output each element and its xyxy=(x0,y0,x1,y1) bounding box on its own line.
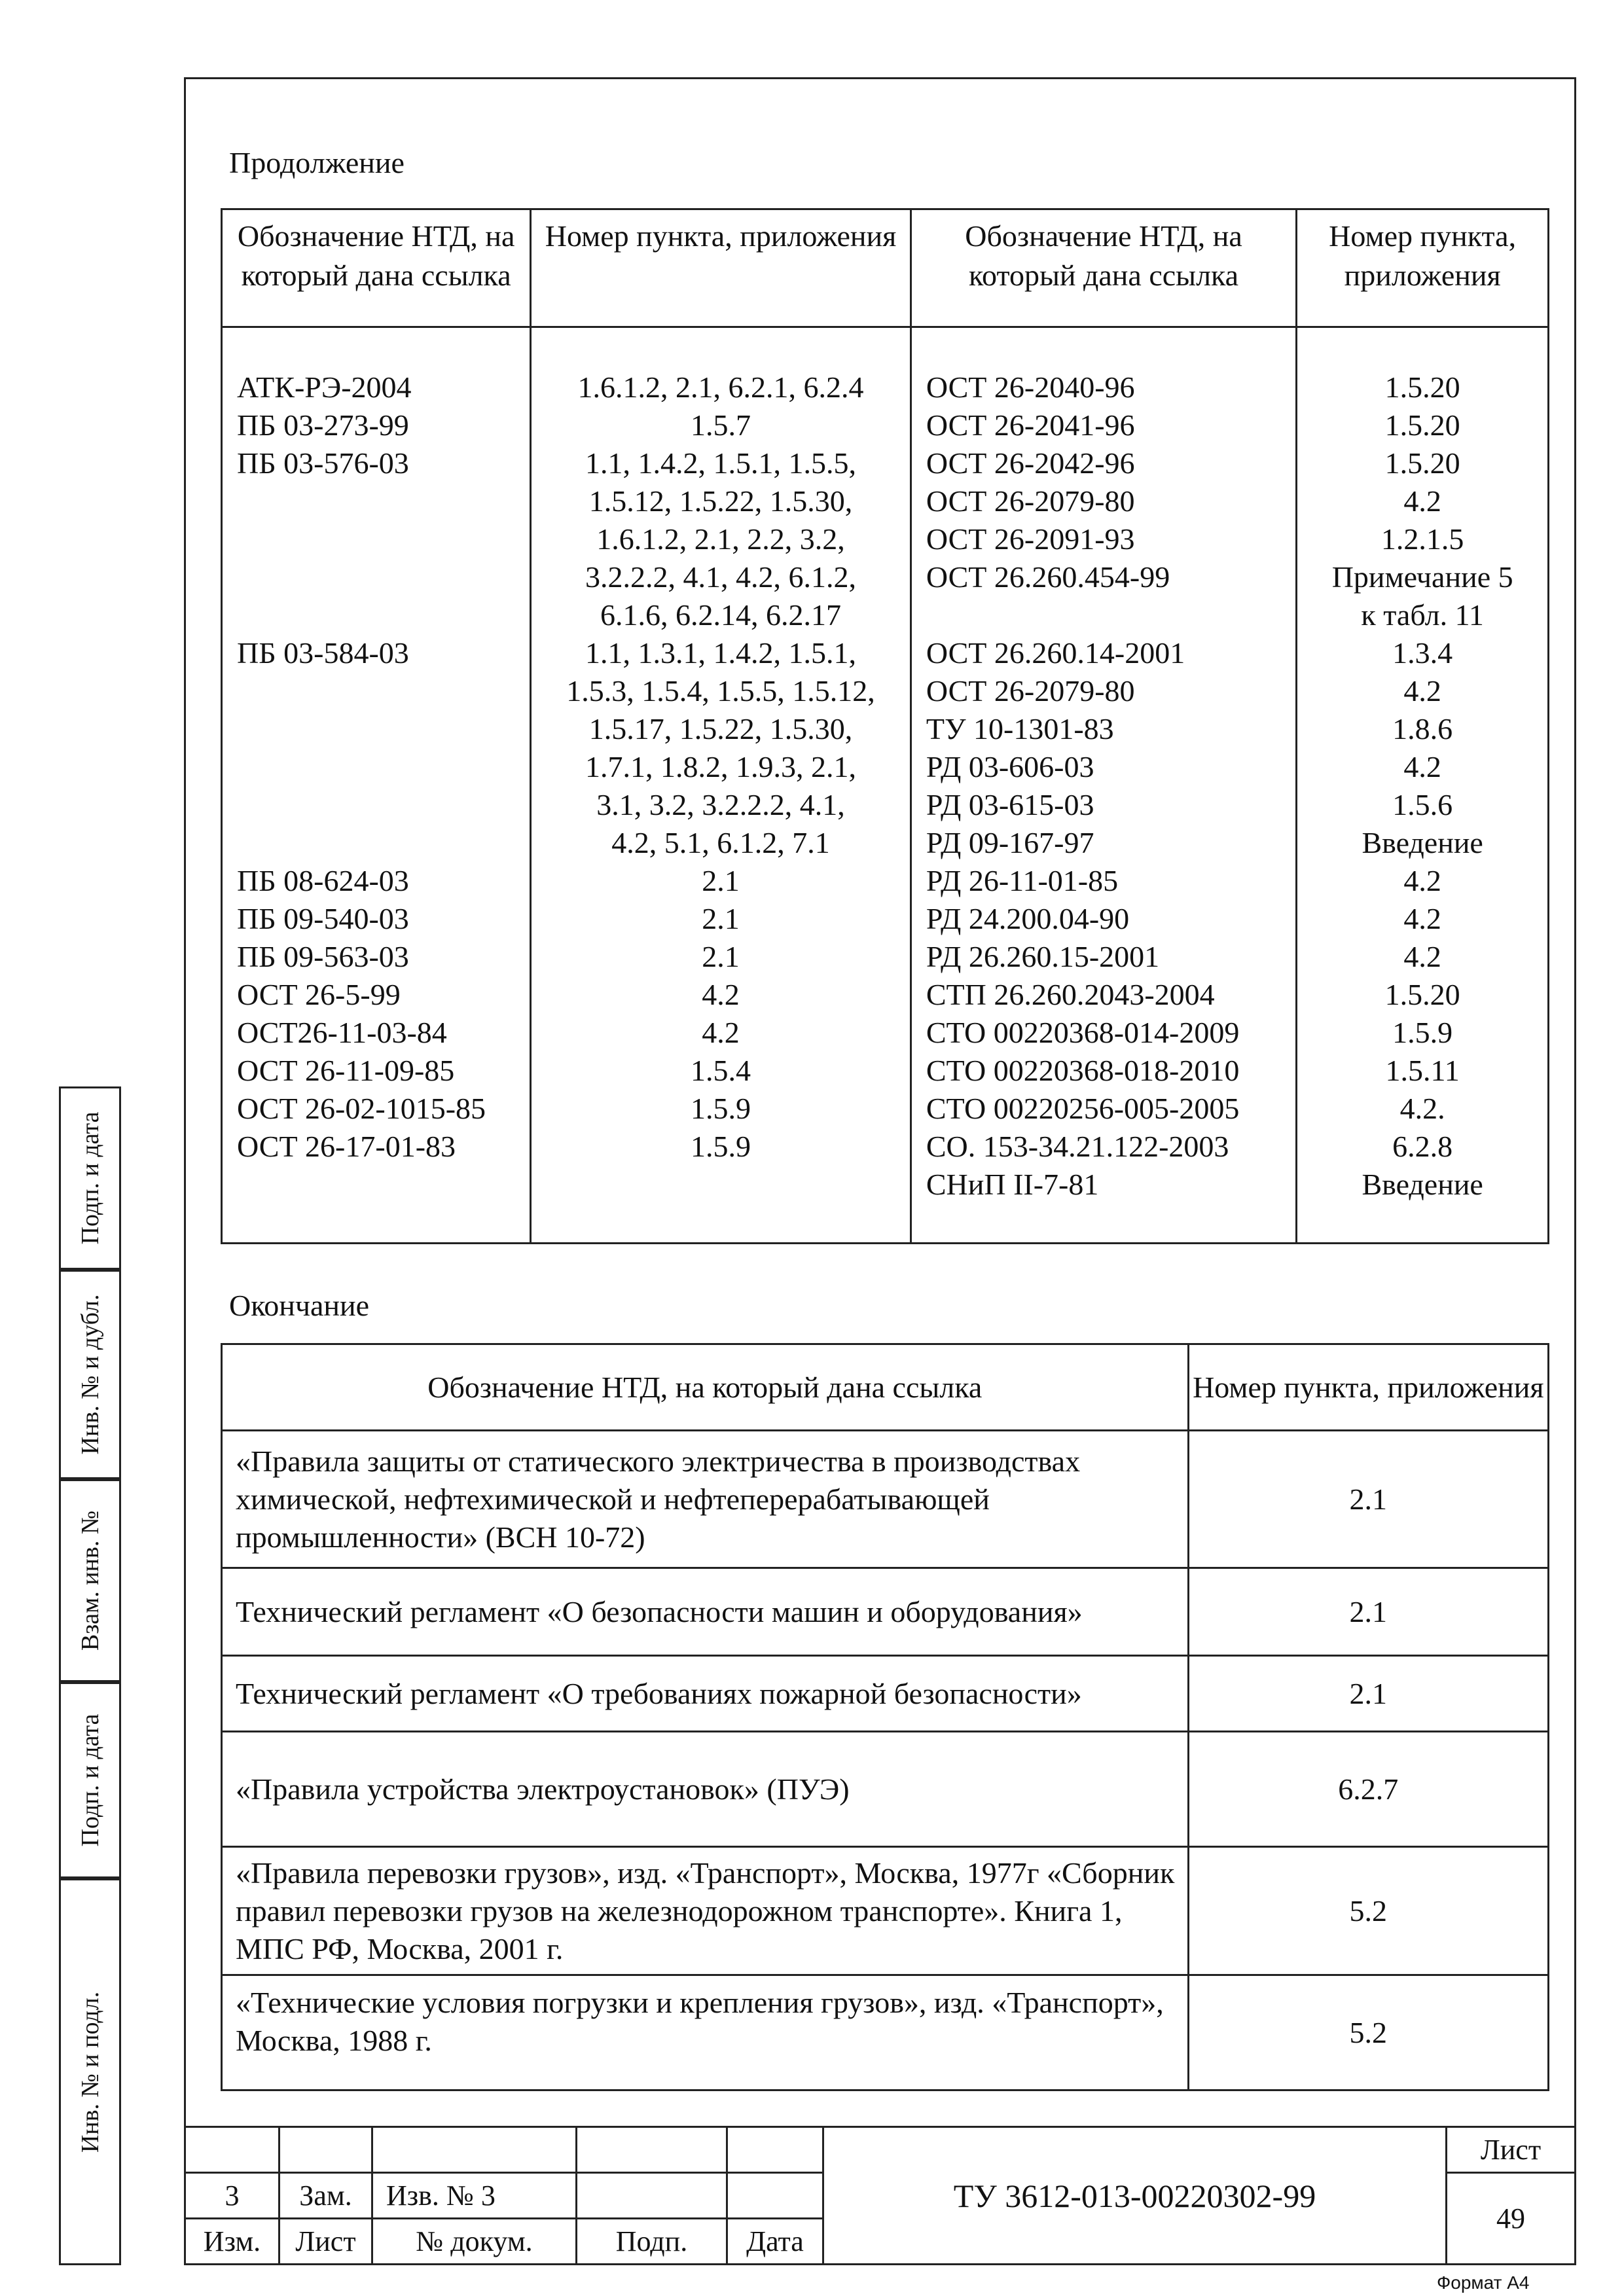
right-num-line: 1.5.20 xyxy=(1384,408,1460,442)
right-doc-line: СТП 26.260.2043-2004 xyxy=(926,978,1215,1011)
right-num-line: 1.2.1.5 xyxy=(1380,522,1464,556)
left-doc-line: ОСТ 26-17-01-83 xyxy=(237,1130,456,1163)
left-doc-line xyxy=(237,596,530,634)
reference-table-continued xyxy=(221,208,1549,1244)
side-box-vzam-inv xyxy=(59,1479,121,1682)
left-doc-line: ПБ 03-584-03 xyxy=(237,636,409,670)
side-box-inv-dub xyxy=(59,1270,121,1479)
doc-cell: Технический регламент «О безопасности машин и оборудования» xyxy=(222,1568,1189,1656)
side-box-sign-date-1 xyxy=(59,1086,121,1270)
right-num-line: 1.5.9 xyxy=(1392,1016,1453,1049)
side-label: Подп. и дата xyxy=(76,1713,104,1847)
left-doc-line: ПБ 03-273-99 xyxy=(237,408,409,442)
right-doc-line: ОСТ 26-2041-96 xyxy=(926,408,1135,442)
ending-heading: Окончание xyxy=(229,1289,370,1322)
stamp-cell-empty xyxy=(726,2172,824,2219)
table-row xyxy=(222,1847,1549,1975)
right-doc-line: ОСТ 26-2042-96 xyxy=(926,446,1135,480)
left-num-line: 1.5.9 xyxy=(691,1092,751,1125)
right-doc-line: ТУ 10-1301-83 xyxy=(926,712,1114,745)
right-num-line: 4.2 xyxy=(1403,902,1441,935)
right-doc-line: СТО 00220368-018-2010 xyxy=(926,1054,1240,1087)
right-num-line: 4.2 xyxy=(1403,940,1441,973)
left-doc-line xyxy=(237,558,530,596)
side-label: Подп. и дата xyxy=(76,1111,104,1245)
stamp-col-izm: Изм. xyxy=(184,2217,280,2265)
header-cell: Обозначение НТД, на который дана ссылка xyxy=(911,209,1296,327)
right-doc-line: ОСТ 26-2079-80 xyxy=(926,674,1135,708)
stamp-col-date: Дата xyxy=(726,2217,824,2265)
right-doc-line: РД 09-167-97 xyxy=(926,826,1094,859)
header-doc-cell: Обозначение НТД, на который дана ссылка xyxy=(222,1344,1189,1431)
reference-table-ending xyxy=(221,1343,1549,2091)
stamp-change-doc: Изв. № 3 xyxy=(371,2172,577,2219)
left-num-line: 2.1 xyxy=(702,902,740,935)
left-num-line: 4.2, 5.1, 6.1.2, 7.1 xyxy=(611,826,830,859)
doc-cell: «Правила устройства электроустановок» (ПУЭ) xyxy=(222,1732,1189,1847)
left-doc-line: ПБ 09-540-03 xyxy=(237,902,409,935)
num-cell: 5.2 xyxy=(1188,1975,1548,2090)
right-doc-line: ОСТ 26.260.454-99 xyxy=(926,560,1170,594)
header-cell: Обозначение НТД, на который дана ссылка xyxy=(222,209,531,327)
right-doc-line: РД 03-606-03 xyxy=(926,750,1094,783)
table-row xyxy=(222,1975,1549,2090)
stamp-cell-empty xyxy=(575,2126,728,2174)
left-num-line: 1.6.1.2, 2.1, 2.2, 3.2, xyxy=(596,522,845,556)
right-num-line: 1.5.20 xyxy=(1384,978,1460,1011)
right-num-line: 4.2. xyxy=(1399,1092,1445,1125)
table-row xyxy=(222,1732,1549,1847)
right-doc-line: РД 24.200.04-90 xyxy=(926,902,1130,935)
sheet-number: 49 xyxy=(1445,2172,1576,2265)
left-num-line: 4.2 xyxy=(702,1016,740,1049)
right-doc-line: ОСТ 26-2040-96 xyxy=(926,370,1135,404)
left-doc-line xyxy=(237,786,530,824)
left-doc-line xyxy=(237,710,530,748)
right-doc-line: СТО 00220368-014-2009 xyxy=(926,1016,1240,1049)
left-doc-line: АТК-РЭ-2004 xyxy=(237,370,412,404)
header-cell: Номер пункта, приложения xyxy=(531,209,911,327)
left-num-line: 6.1.6, 6.2.14, 6.2.17 xyxy=(600,598,842,632)
left-doc-line: ОСТ 26-5-99 xyxy=(237,978,401,1011)
left-doc-line: ПБ 08-624-03 xyxy=(237,864,409,897)
num-cell: 5.2 xyxy=(1188,1847,1548,1975)
left-doc-line: ПБ 03-576-03 xyxy=(237,446,409,480)
left-doc-line: ОСТ 26-02-1015-85 xyxy=(237,1092,486,1125)
left-num-line: 4.2 xyxy=(702,978,740,1011)
table-row xyxy=(222,1431,1549,1568)
side-box-sign-date-2 xyxy=(59,1682,121,1878)
left-doc-line xyxy=(237,824,530,862)
left-num-line: 3.2.2.2, 4.1, 4.2, 6.1.2, xyxy=(585,560,857,594)
side-label: Инв. № и дубл. xyxy=(76,1294,104,1455)
left-num-line: 1.5.9 xyxy=(691,1130,751,1163)
left-num-column xyxy=(531,327,911,1244)
left-doc-line: ОСТ26-11-03-84 xyxy=(237,1016,447,1049)
right-num-line: 1.5.20 xyxy=(1384,446,1460,480)
stamp-col-doc: № докум. xyxy=(371,2217,577,2265)
right-doc-line: РД 03-615-03 xyxy=(926,788,1094,821)
left-num-line: 2.1 xyxy=(702,864,740,897)
right-num-line: 1.5.20 xyxy=(1384,370,1460,404)
right-num-column xyxy=(1297,327,1549,1244)
right-num-line: 4.2 xyxy=(1403,750,1441,783)
continuation-heading: Продолжение xyxy=(229,146,405,179)
left-num-line: 2.1 xyxy=(702,940,740,973)
left-num-line: 1.5.3, 1.5.4, 1.5.5, 1.5.12, xyxy=(566,674,875,708)
right-num-line: 4.2 xyxy=(1403,484,1441,518)
left-doc-column xyxy=(222,327,531,1244)
table-row xyxy=(222,1656,1549,1732)
right-num-line: 1.8.6 xyxy=(1392,712,1453,745)
left-doc-line xyxy=(237,482,530,520)
side-label: Инв. № и подл. xyxy=(76,1991,104,2153)
left-num-line: 1.6.1.2, 2.1, 6.2.1, 6.2.4 xyxy=(577,370,864,404)
left-doc-line xyxy=(237,748,530,786)
right-doc-line: СНиП II-7-81 xyxy=(926,1168,1099,1201)
table-body-row xyxy=(222,327,1549,1244)
num-cell: 6.2.7 xyxy=(1188,1732,1548,1847)
left-num-line: 1.5.7 xyxy=(691,408,751,442)
right-doc-line: РД 26-11-01-85 xyxy=(926,864,1119,897)
stamp-cell-empty xyxy=(726,2126,824,2174)
stamp-cell-empty xyxy=(371,2126,577,2174)
left-doc-line xyxy=(237,672,530,710)
right-doc-line: ОСТ 26-2079-80 xyxy=(926,484,1135,518)
left-doc-line xyxy=(237,520,530,558)
stamp-cell-empty xyxy=(575,2172,728,2219)
left-num-line: 1.5.17, 1.5.22, 1.5.30, xyxy=(588,712,853,745)
right-num-line: 4.2 xyxy=(1403,864,1441,897)
table-row xyxy=(222,1568,1549,1656)
left-num-line: 1.1, 1.4.2, 1.5.1, 1.5.5, xyxy=(585,446,857,480)
right-num-line: Введение xyxy=(1362,826,1483,859)
right-num-line: 1.5.11 xyxy=(1385,1054,1460,1087)
doc-cell: «Правила защиты от статического электричества в производствах химической, нефтехимической и нефтеперерабатывающей промышленности» (ВСН 10-72) xyxy=(222,1431,1189,1568)
right-num-line: 6.2.8 xyxy=(1392,1130,1453,1163)
right-doc-line: СТО 00220256-005-2005 xyxy=(926,1092,1240,1125)
right-doc-column xyxy=(911,327,1296,1244)
stamp-col-list: Лист xyxy=(278,2217,373,2265)
stamp-cell-empty xyxy=(184,2126,280,2174)
format-label: Формат А4 xyxy=(1437,2272,1530,2293)
left-num-line: 3.1, 3.2, 3.2.2.2, 4.1, xyxy=(596,788,845,821)
header-num-cell: Номер пункта, приложения xyxy=(1188,1344,1548,1431)
left-doc-line: ПБ 09-563-03 xyxy=(237,940,409,973)
stamp-cell-empty xyxy=(278,2126,373,2174)
left-doc-line: ОСТ 26-11-09-85 xyxy=(237,1054,455,1087)
stamp-change-type: Зам. xyxy=(278,2172,373,2219)
stamp-change-number: 3 xyxy=(184,2172,280,2219)
right-num-line: 1.5.6 xyxy=(1392,788,1453,821)
right-doc-line: РД 26.260.15-2001 xyxy=(926,940,1160,973)
doc-cell: Технический регламент «О требованиях пожарной безопасности» xyxy=(222,1656,1189,1732)
right-num-line: 4.2 xyxy=(1403,674,1441,708)
right-doc-line xyxy=(926,596,1295,634)
left-num-line: 1.5.4 xyxy=(691,1054,751,1087)
left-num-line: 1.5.12, 1.5.22, 1.5.30, xyxy=(588,484,853,518)
right-num-line: 1.3.4 xyxy=(1392,636,1453,670)
right-doc-line: СО. 153-34.21.122-2003 xyxy=(926,1130,1229,1163)
num-cell: 2.1 xyxy=(1188,1656,1548,1732)
right-num-line: к табл. 11 xyxy=(1361,598,1484,632)
doc-cell: «Технические условия погрузки и крепления грузов», изд. «Транспорт», Москва, 1988 г. xyxy=(222,1975,1189,2090)
right-doc-line: ОСТ 26.260.14-2001 xyxy=(926,636,1185,670)
table-header-row xyxy=(222,209,1549,327)
right-num-line: Введение xyxy=(1362,1168,1483,1201)
left-num-line: 1.7.1, 1.8.2, 1.9.3, 2.1, xyxy=(585,750,857,783)
header-cell: Номер пункта, приложения xyxy=(1297,209,1549,327)
num-cell: 2.1 xyxy=(1188,1431,1548,1568)
side-box-inv-podl xyxy=(59,1878,121,2265)
right-doc-line: ОСТ 26-2091-93 xyxy=(926,522,1135,556)
sheet-label: Лист xyxy=(1445,2126,1576,2174)
title-block xyxy=(184,2126,1576,2265)
left-num-line: 1.1, 1.3.1, 1.4.2, 1.5.1, xyxy=(585,636,857,670)
document-designation: ТУ 3612-013-00220302-99 xyxy=(822,2126,1447,2265)
table-header-row xyxy=(222,1344,1549,1431)
num-cell: 2.1 xyxy=(1188,1568,1548,1656)
stamp-col-sign: Подп. xyxy=(575,2217,728,2265)
side-label: Взам. инв. № xyxy=(76,1510,104,1651)
doc-cell: «Правила перевозки грузов», изд. «Транспорт», Москва, 1977г «Сборник правил перевозки грузов на железнодорожном транспорте». Книга 1, МПС РФ, Москва, 2001 г. xyxy=(222,1847,1189,1975)
right-num-line: Примечание 5 xyxy=(1331,560,1513,594)
